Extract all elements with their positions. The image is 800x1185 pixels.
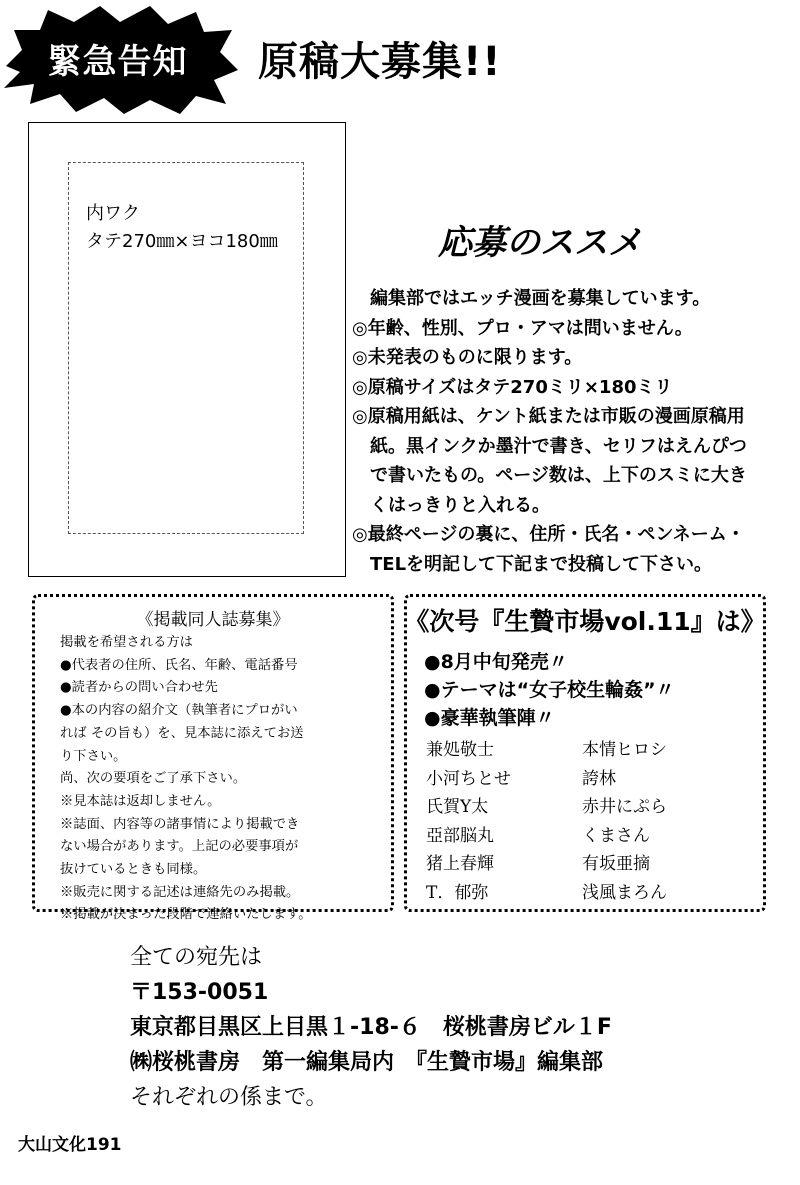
- guide-line: くはっきりと入れる。: [352, 494, 550, 516]
- doujin-line: 尚、次の要項をご了承下さい。: [60, 771, 247, 787]
- author-row: [426, 736, 746, 765]
- guide-line: で書いたもの。ページ数は、上下のスミに大き: [352, 465, 747, 486]
- author-name: 猪上春輝: [426, 854, 494, 874]
- guide-line: ◎原稿サイズはタテ270ミリ×180ミリ: [352, 376, 673, 398]
- doujin-line: ※誌面、内容等の諸事情により掲載でき: [60, 816, 300, 832]
- next-issue-title: 《次号『生贄市場vol.11』は》: [404, 607, 766, 636]
- guide-line: 紙。黒インクか墨汁で書き、セリフはえんぴつ: [352, 435, 747, 457]
- guide-line: TELを明記して下記まで投稿して下さい。: [352, 553, 713, 575]
- author-name: 兼処敬士: [426, 740, 494, 760]
- doujin-recruit-body: [60, 632, 386, 927]
- author-list: [426, 736, 746, 907]
- next-issue-bullets: [424, 648, 675, 732]
- author-row: [426, 822, 746, 851]
- author-row: [426, 879, 746, 908]
- guide-line: ◎原稿用紙は、ケント紙または市販の漫画原稿用: [352, 406, 745, 427]
- doujin-line: ●代表者の住所、氏名、年齢、電話番号: [60, 657, 298, 673]
- doujin-line: 掲載を希望される方は: [60, 635, 193, 650]
- author-name: くまさん: [582, 825, 650, 846]
- author-name: 氏賀Y太: [426, 797, 489, 817]
- next-issue-bullet: ●豪華執筆陣〃: [424, 707, 555, 729]
- author-name: 誇林: [582, 768, 616, 789]
- inner-frame-label: [86, 200, 278, 256]
- author-name: 亞部脳丸: [426, 825, 494, 846]
- guide-line: ◎最終ページの裏に、住所・氏名・ペンネーム・: [352, 524, 745, 545]
- submission-guide-title: 応募のススメ: [438, 223, 642, 263]
- address-closing: それぞれの係まで。: [130, 1085, 328, 1110]
- author-name: 本情ヒロシ: [582, 740, 667, 760]
- page-headline: 原稿大募集!!: [258, 39, 502, 85]
- mailing-address: [130, 940, 612, 1115]
- author-name: T．郁弥: [426, 882, 489, 903]
- inner-frame-size-line: タテ270㎜×ヨコ180㎜: [86, 231, 278, 252]
- guide-line: ◎未発表のものに限ります。: [352, 347, 583, 368]
- author-name: 浅風まろん: [582, 882, 667, 903]
- author-name: 小河ちとせ: [426, 768, 511, 789]
- author-name: 有坂亜摘: [582, 854, 650, 874]
- submission-guide-body: [352, 284, 777, 579]
- guide-line: 編集部ではエッチ漫画を募集しています。: [352, 288, 711, 309]
- doujin-line: ※販売に関する記述は連絡先のみ掲載。: [60, 884, 300, 900]
- postal-code: 〒153-0051: [130, 980, 269, 1005]
- doujin-line: れば その旨も）を、見本誌に添えてお送: [60, 725, 304, 741]
- page-footer-mark: 大山文化191: [18, 1135, 122, 1155]
- guide-line: ◎年齢、性別、プロ・アマは問いません。: [352, 317, 693, 339]
- street-address: 東京都目黒区上目黒１-18-６ 桜桃書房ビル１F: [130, 1015, 612, 1040]
- address-lead: 全ての宛先は: [130, 945, 263, 970]
- next-issue-bullet: ●テーマは“女子校生輪姦”〃: [424, 679, 675, 701]
- doujin-line: ●本の内容の紹介文（執筆者にプロがい: [60, 703, 298, 719]
- doujin-recruit-title: 《掲載同人誌募集》: [136, 610, 290, 630]
- doujin-line: ない場合があります。上記の必要事項が: [60, 839, 299, 855]
- author-row: [426, 765, 746, 794]
- department: ㈱桜桃書房 第一編集局内 『生贄市場』編集部: [130, 1050, 604, 1075]
- inner-frame-label-line: 内ワク: [86, 203, 140, 224]
- doujin-line: 抜けているときも同様。: [60, 862, 207, 878]
- author-row: [426, 850, 746, 879]
- urgent-notice-label: 緊急告知: [47, 42, 188, 82]
- doujin-line: り下さい。: [60, 748, 127, 764]
- author-name: 赤井にぷら: [582, 797, 667, 817]
- author-row: [426, 793, 746, 822]
- doujin-line: ※見本誌は返却しません。: [60, 793, 221, 809]
- doujin-line: ※掲載が決まった段階で連絡いたします。: [60, 907, 312, 923]
- doujin-line: ●読者からの問い合わせ先: [60, 680, 218, 696]
- next-issue-bullet: ●8月中旬発売〃: [424, 651, 568, 673]
